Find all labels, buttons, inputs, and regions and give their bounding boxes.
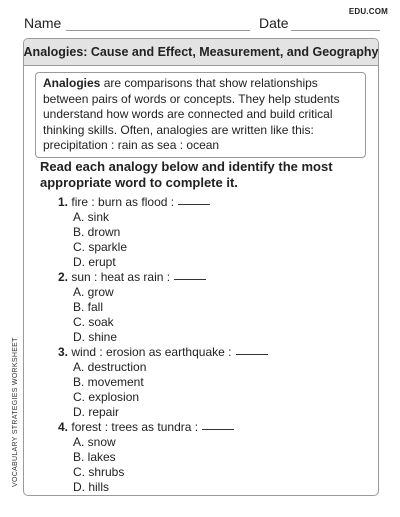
question-stem bbox=[58, 195, 358, 210]
option-a: A. destruction bbox=[73, 360, 147, 374]
intro-example: precipitation : rain as sea : ocean bbox=[43, 138, 220, 152]
option-c: C. soak bbox=[73, 315, 114, 329]
worksheet-title: Analogies: Cause and Effect, Measurement, and Geography bbox=[24, 39, 378, 66]
option-a: A. grow bbox=[73, 285, 114, 299]
question-list bbox=[58, 195, 358, 495]
question-4 bbox=[58, 420, 358, 495]
name-label: Name bbox=[24, 15, 62, 31]
question-text: sun : heat as rain : bbox=[71, 270, 171, 284]
option-c: C. explosion bbox=[73, 390, 140, 404]
option-b: B. drown bbox=[73, 225, 121, 239]
name-line bbox=[66, 30, 250, 31]
date-label: Date bbox=[259, 15, 289, 31]
intro-box bbox=[35, 72, 366, 158]
option-d: D. erupt bbox=[73, 255, 116, 269]
option-a: A. sink bbox=[73, 210, 110, 224]
question-2 bbox=[58, 270, 358, 345]
worksheet-panel bbox=[23, 38, 379, 496]
intro-term: Analogies bbox=[43, 76, 101, 90]
question-text: fire : burn as flood : bbox=[71, 195, 175, 209]
answer-blank bbox=[236, 354, 268, 355]
question-text: wind : erosion as earthquake : bbox=[71, 345, 232, 359]
option-d: D. hills bbox=[73, 480, 110, 494]
option-d: D. repair bbox=[73, 405, 120, 419]
question-stem bbox=[58, 420, 358, 435]
option-a: A. snow bbox=[73, 435, 116, 449]
side-label: VOCABULARY STRATEGIES WORKSHEET bbox=[12, 337, 19, 487]
question-number: 2. bbox=[58, 270, 69, 284]
option-c: C. shrubs bbox=[73, 465, 125, 479]
brand-logo: EDU.COM bbox=[348, 7, 388, 16]
answer-blank bbox=[174, 279, 206, 280]
option-b: B. movement bbox=[73, 375, 144, 389]
date-line bbox=[291, 30, 380, 31]
question-stem bbox=[58, 345, 358, 360]
option-d: D. shine bbox=[73, 330, 118, 344]
question-number: 1. bbox=[58, 195, 69, 209]
answer-blank bbox=[202, 429, 234, 430]
question-1 bbox=[58, 195, 358, 270]
question-number: 3. bbox=[58, 345, 69, 359]
answer-blank bbox=[178, 204, 210, 205]
question-number: 4. bbox=[58, 420, 69, 434]
instructions: Read each analogy below and identify the most appropriate word to complete it. bbox=[40, 159, 333, 190]
question-text: forest : trees as tundra : bbox=[71, 420, 199, 434]
question-stem bbox=[58, 270, 358, 285]
option-c: C. sparkle bbox=[73, 240, 128, 254]
option-b: B. lakes bbox=[73, 450, 116, 464]
option-b: B. fall bbox=[73, 300, 104, 314]
question-3 bbox=[58, 345, 358, 420]
intro-text: are comparisons that show relationships between pairs of words or concepts. They help students understand how words are connected and build critical thinking skills. Often, analogies are written like this: bbox=[43, 76, 340, 137]
